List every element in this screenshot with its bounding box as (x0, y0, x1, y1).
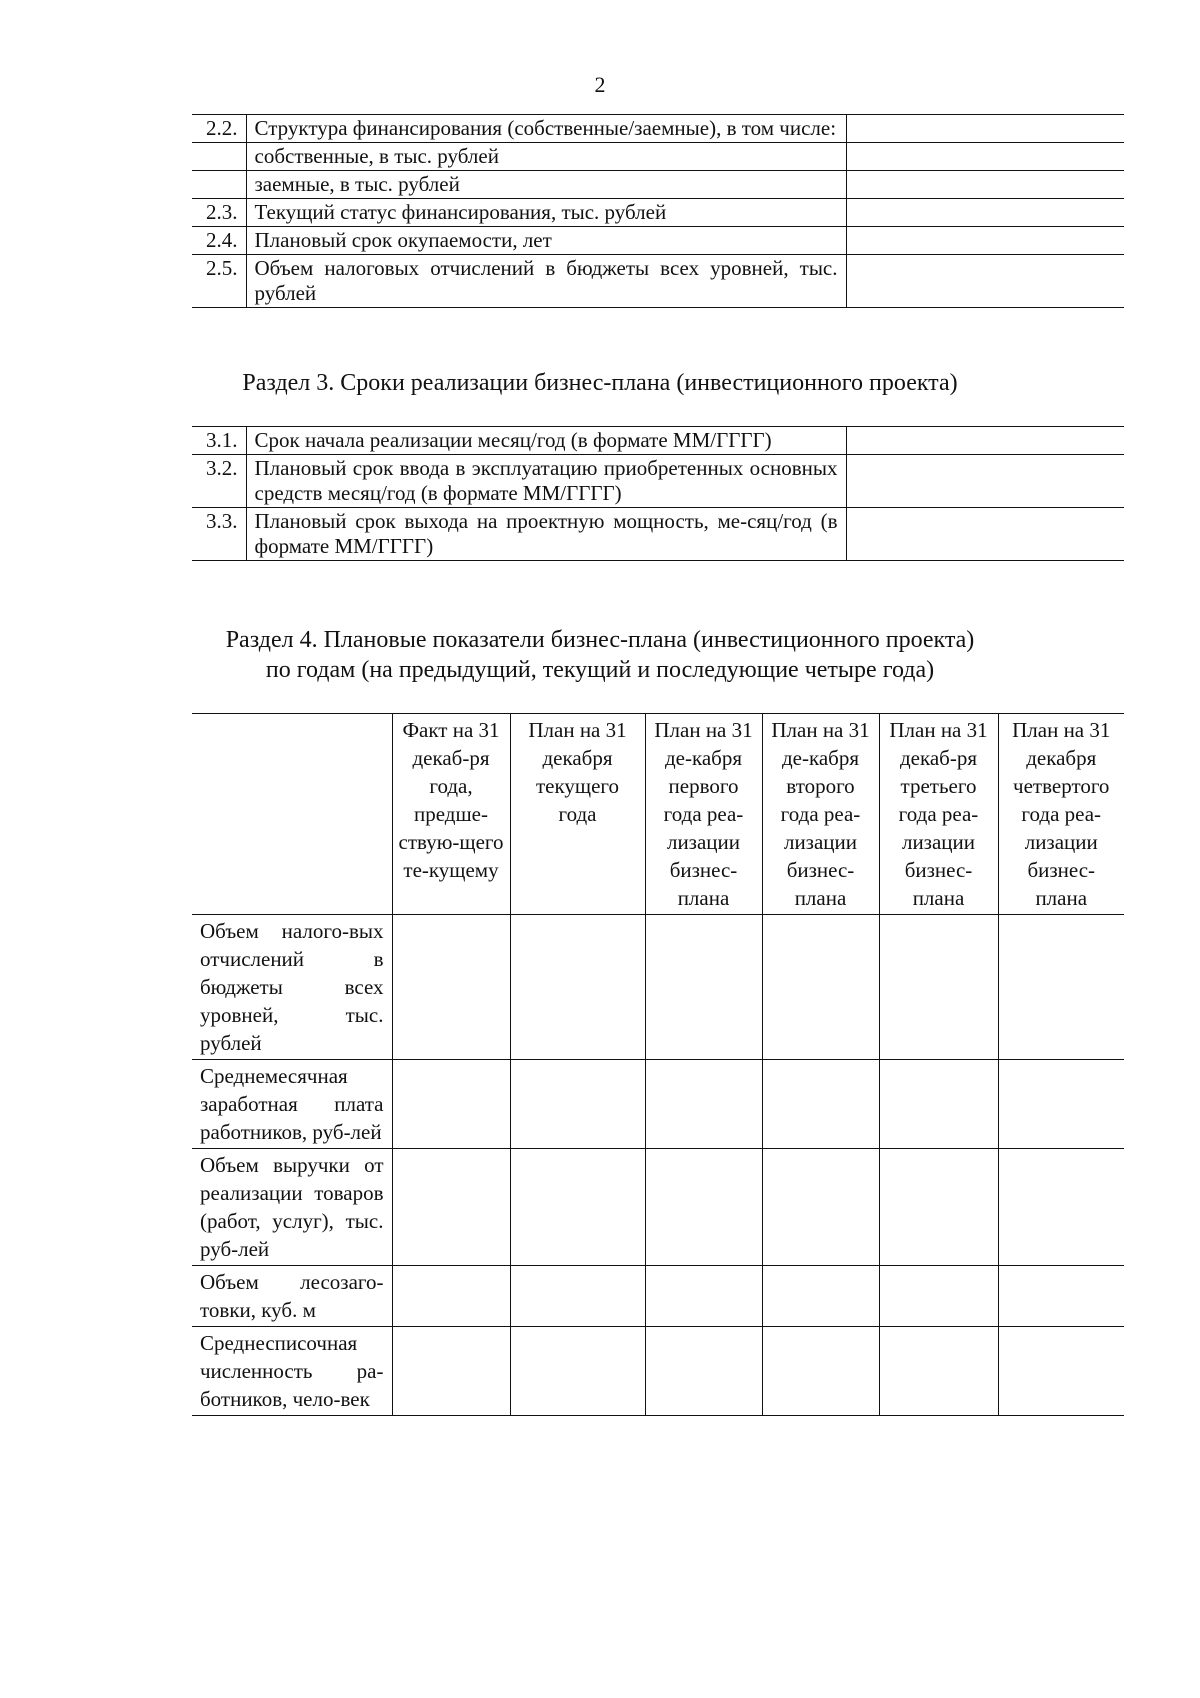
value-cell (879, 1266, 998, 1327)
value-cell (846, 427, 1124, 455)
table-row (192, 227, 1124, 255)
page-number: 2 (594, 72, 606, 97)
row-label: Среднемесячная заработная плата работников, руб-лей (192, 1060, 392, 1149)
row-number: 2.4. (192, 227, 246, 255)
value-cell (846, 255, 1124, 308)
section4-title (0, 625, 1200, 685)
table-row (192, 455, 1124, 508)
value-cell (645, 1060, 762, 1149)
value-cell (879, 1149, 998, 1266)
section4-title-line2: по годам (на предыдущий, текущий и последующие четыре года) (265, 657, 935, 683)
table-row (192, 255, 1124, 308)
value-cell (879, 915, 998, 1060)
row-number: 2.5. (192, 255, 246, 308)
row-number: 3.2. (192, 455, 246, 508)
value-cell (392, 1327, 510, 1416)
row-text: Структура финансирования (собственные/заемные), в том числе: (246, 115, 846, 143)
value-cell (510, 1266, 645, 1327)
value-cell (879, 1060, 998, 1149)
table-row (192, 1149, 1124, 1266)
value-cell (762, 915, 879, 1060)
value-cell (846, 171, 1124, 199)
column-header: План на 31 декаб-ря третьего года реа-лизации бизнес-плана (879, 714, 998, 915)
table-header-row (192, 714, 1124, 915)
table-row (192, 115, 1124, 143)
row-number: 2.2. (192, 115, 246, 143)
section3-table (192, 426, 1124, 561)
value-cell (846, 508, 1124, 561)
column-header: План на 31 де-кабря первого года реа-лизации бизнес-плана (645, 714, 762, 915)
row-text: Плановый срок выхода на проектную мощность, ме-сяц/год (в формате ММ/ГГГГ) (246, 508, 846, 561)
value-cell (762, 1266, 879, 1327)
row-label: Объем выручки от реализации товаров (работ, услуг), тыс. руб-лей (192, 1149, 392, 1266)
value-cell (846, 227, 1124, 255)
row-number: 2.3. (192, 199, 246, 227)
value-cell (510, 1327, 645, 1416)
row-text: Объем налоговых отчислений в бюджеты всех уровней, тыс. рублей (246, 255, 846, 308)
column-header: Факт на 31 декаб-ря года, предше-ствую-щего те-кущему (392, 714, 510, 915)
value-cell (510, 915, 645, 1060)
value-cell (645, 1327, 762, 1416)
row-text: собственные, в тыс. рублей (246, 143, 846, 171)
table-row (192, 427, 1124, 455)
value-cell (846, 143, 1124, 171)
section3-title: Раздел 3. Сроки реализации бизнес-плана (инвестиционного проекта) (242, 370, 958, 396)
row-text: Срок начала реализации месяц/год (в формате ММ/ГГГГ) (246, 427, 846, 455)
column-header: План на 31 декабря четвертого года реа-лизации бизнес-плана (998, 714, 1124, 915)
row-text: Плановый срок ввода в эксплуатацию приобретенных основных средств месяц/год (в формате ММ/ГГГГ) (246, 455, 846, 508)
value-cell (392, 1060, 510, 1149)
table-row (192, 1266, 1124, 1327)
row-number: 3.3. (192, 508, 246, 561)
row-text: Текущий статус финансирования, тыс. рублей (246, 199, 846, 227)
row-text: Плановый срок окупаемости, лет (246, 227, 846, 255)
column-header: План на 31 де-кабря второго года реа-лизации бизнес-плана (762, 714, 879, 915)
section4-table (192, 713, 1124, 1416)
column-header: План на 31 декабря текущего года (510, 714, 645, 915)
row-number (192, 143, 246, 171)
section2-table (192, 114, 1124, 308)
value-cell (392, 1149, 510, 1266)
table-row (192, 915, 1124, 1060)
table-row (192, 1060, 1124, 1149)
value-cell (998, 915, 1124, 1060)
value-cell (762, 1149, 879, 1266)
section4-title-line1: Раздел 4. Плановые показатели бизнес-плана (инвестиционного проекта) (225, 627, 975, 653)
row-label: Объем налого-вых отчислений в бюджеты всех уровней, тыс. рублей (192, 915, 392, 1060)
table-row (192, 1327, 1124, 1416)
value-cell (846, 455, 1124, 508)
value-cell (392, 1266, 510, 1327)
value-cell (846, 115, 1124, 143)
value-cell (879, 1327, 998, 1416)
table-row (192, 143, 1124, 171)
table-row (192, 508, 1124, 561)
row-label: Среднесписочная численность ра-ботников, чело-век (192, 1327, 392, 1416)
table-row (192, 199, 1124, 227)
table-row (192, 171, 1124, 199)
value-cell (510, 1149, 645, 1266)
value-cell (762, 1327, 879, 1416)
value-cell (998, 1266, 1124, 1327)
row-label: Объем лесозаго-товки, куб. м (192, 1266, 392, 1327)
value-cell (392, 915, 510, 1060)
value-cell (762, 1060, 879, 1149)
value-cell (998, 1149, 1124, 1266)
value-cell (645, 1266, 762, 1327)
value-cell (510, 1060, 645, 1149)
value-cell (645, 915, 762, 1060)
row-number (192, 171, 246, 199)
value-cell (846, 199, 1124, 227)
row-text: заемные, в тыс. рублей (246, 171, 846, 199)
header-corner (192, 714, 392, 915)
value-cell (998, 1060, 1124, 1149)
row-number: 3.1. (192, 427, 246, 455)
value-cell (645, 1149, 762, 1266)
value-cell (998, 1327, 1124, 1416)
